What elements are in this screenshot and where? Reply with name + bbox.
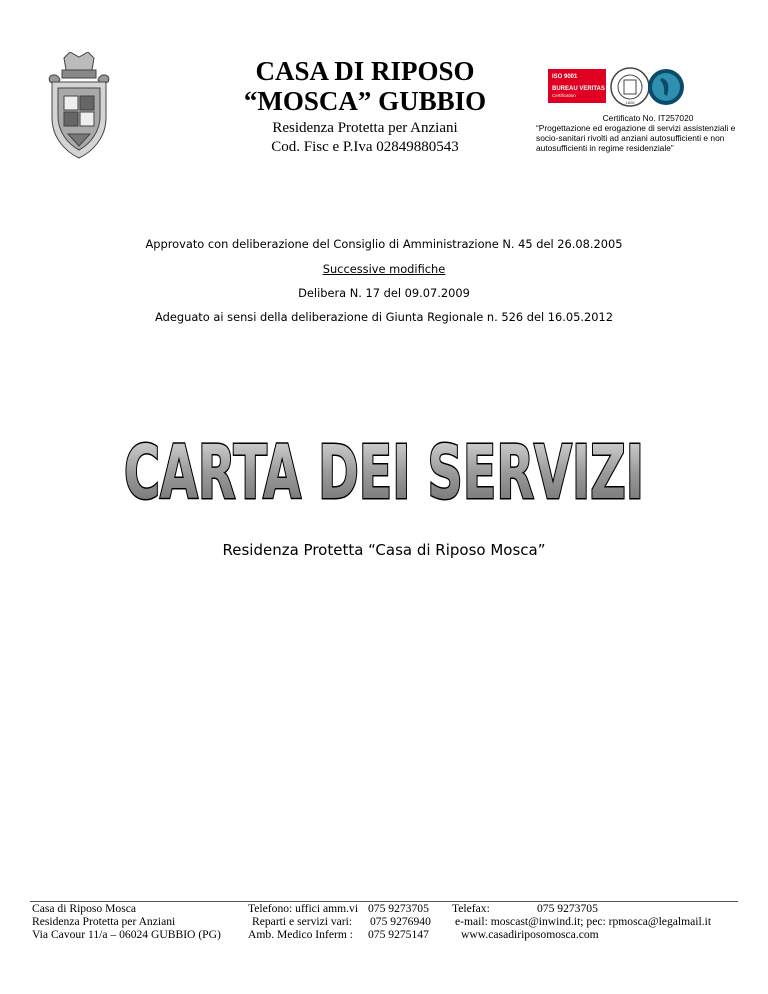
footer-website[interactable]: www.casadiriposomosca.com bbox=[461, 928, 599, 941]
approval-line: Approvato con deliberazione del Consiglio di Amministrazione N. 45 del 26.08.2005 bbox=[145, 237, 623, 251]
footer-fax-number: 075 9273705 bbox=[537, 902, 598, 915]
tax-id: Cod. Fisc e P.Iva 02849880543 bbox=[271, 139, 459, 155]
iso-label: ISO 9001 bbox=[552, 74, 578, 80]
footer-email[interactable]: e-mail: moscast@inwind.it; pec: rpmosca@legalmail.it bbox=[455, 915, 712, 928]
footer-phone-label: Telefono: uffici amm.vi bbox=[248, 902, 359, 915]
org-title-line2: “MOSCA” GUBBIO bbox=[243, 86, 487, 116]
footer-phone-label: Reparti e servizi vari: bbox=[252, 915, 353, 928]
certificate-description: “Progettazione ed erogazione di servizi assistenziali e socio-sanitari rivolti ad anziani autosufficienti e non autosufficienti in regime residenziale” bbox=[536, 123, 736, 153]
resolution-line: Delibera N. 17 del 09.07.2009 bbox=[298, 286, 470, 300]
footer-fax-label: Telefax: bbox=[452, 902, 490, 915]
footer-address-line: Via Cavour 11/a – 06024 GUBBIO (PG) bbox=[32, 928, 221, 941]
certification-logos bbox=[548, 66, 708, 108]
certificate-number: Certificato No. IT257020 bbox=[602, 113, 694, 123]
org-subtitle: Residenza Protetta per Anziani bbox=[272, 120, 458, 136]
org-title-line1: CASA DI RIPOSO bbox=[255, 56, 475, 86]
seal-year: 1828 bbox=[625, 100, 635, 105]
footer-address-line: Casa di Riposo Mosca bbox=[32, 902, 137, 915]
footer-phone-label: Amb. Medico Inferm : bbox=[248, 928, 353, 941]
document-subtitle: Residenza Protetta “Casa di Riposo Mosca” bbox=[222, 541, 546, 559]
document-title bbox=[120, 432, 648, 508]
document-title-text: CARTA DEI SERVIZI bbox=[124, 432, 644, 508]
regional-adaptation-line: Adeguato ai sensi della deliberazione di Giunta Regionale n. 526 del 16.05.2012 bbox=[155, 310, 613, 324]
bv-label: BUREAU VERITAS bbox=[552, 86, 605, 92]
bv-sub: Certification bbox=[552, 93, 576, 98]
footer-phone-number: 075 9275147 bbox=[368, 928, 429, 941]
coat-of-arms-icon bbox=[44, 52, 114, 160]
modifications-heading: Successive modifiche bbox=[322, 262, 446, 276]
footer-phone-number: 075 9273705 bbox=[368, 902, 429, 915]
footer-address-line: Residenza Protetta per Anziani bbox=[32, 915, 176, 928]
footer-phone-number: 075 9276940 bbox=[370, 915, 431, 928]
